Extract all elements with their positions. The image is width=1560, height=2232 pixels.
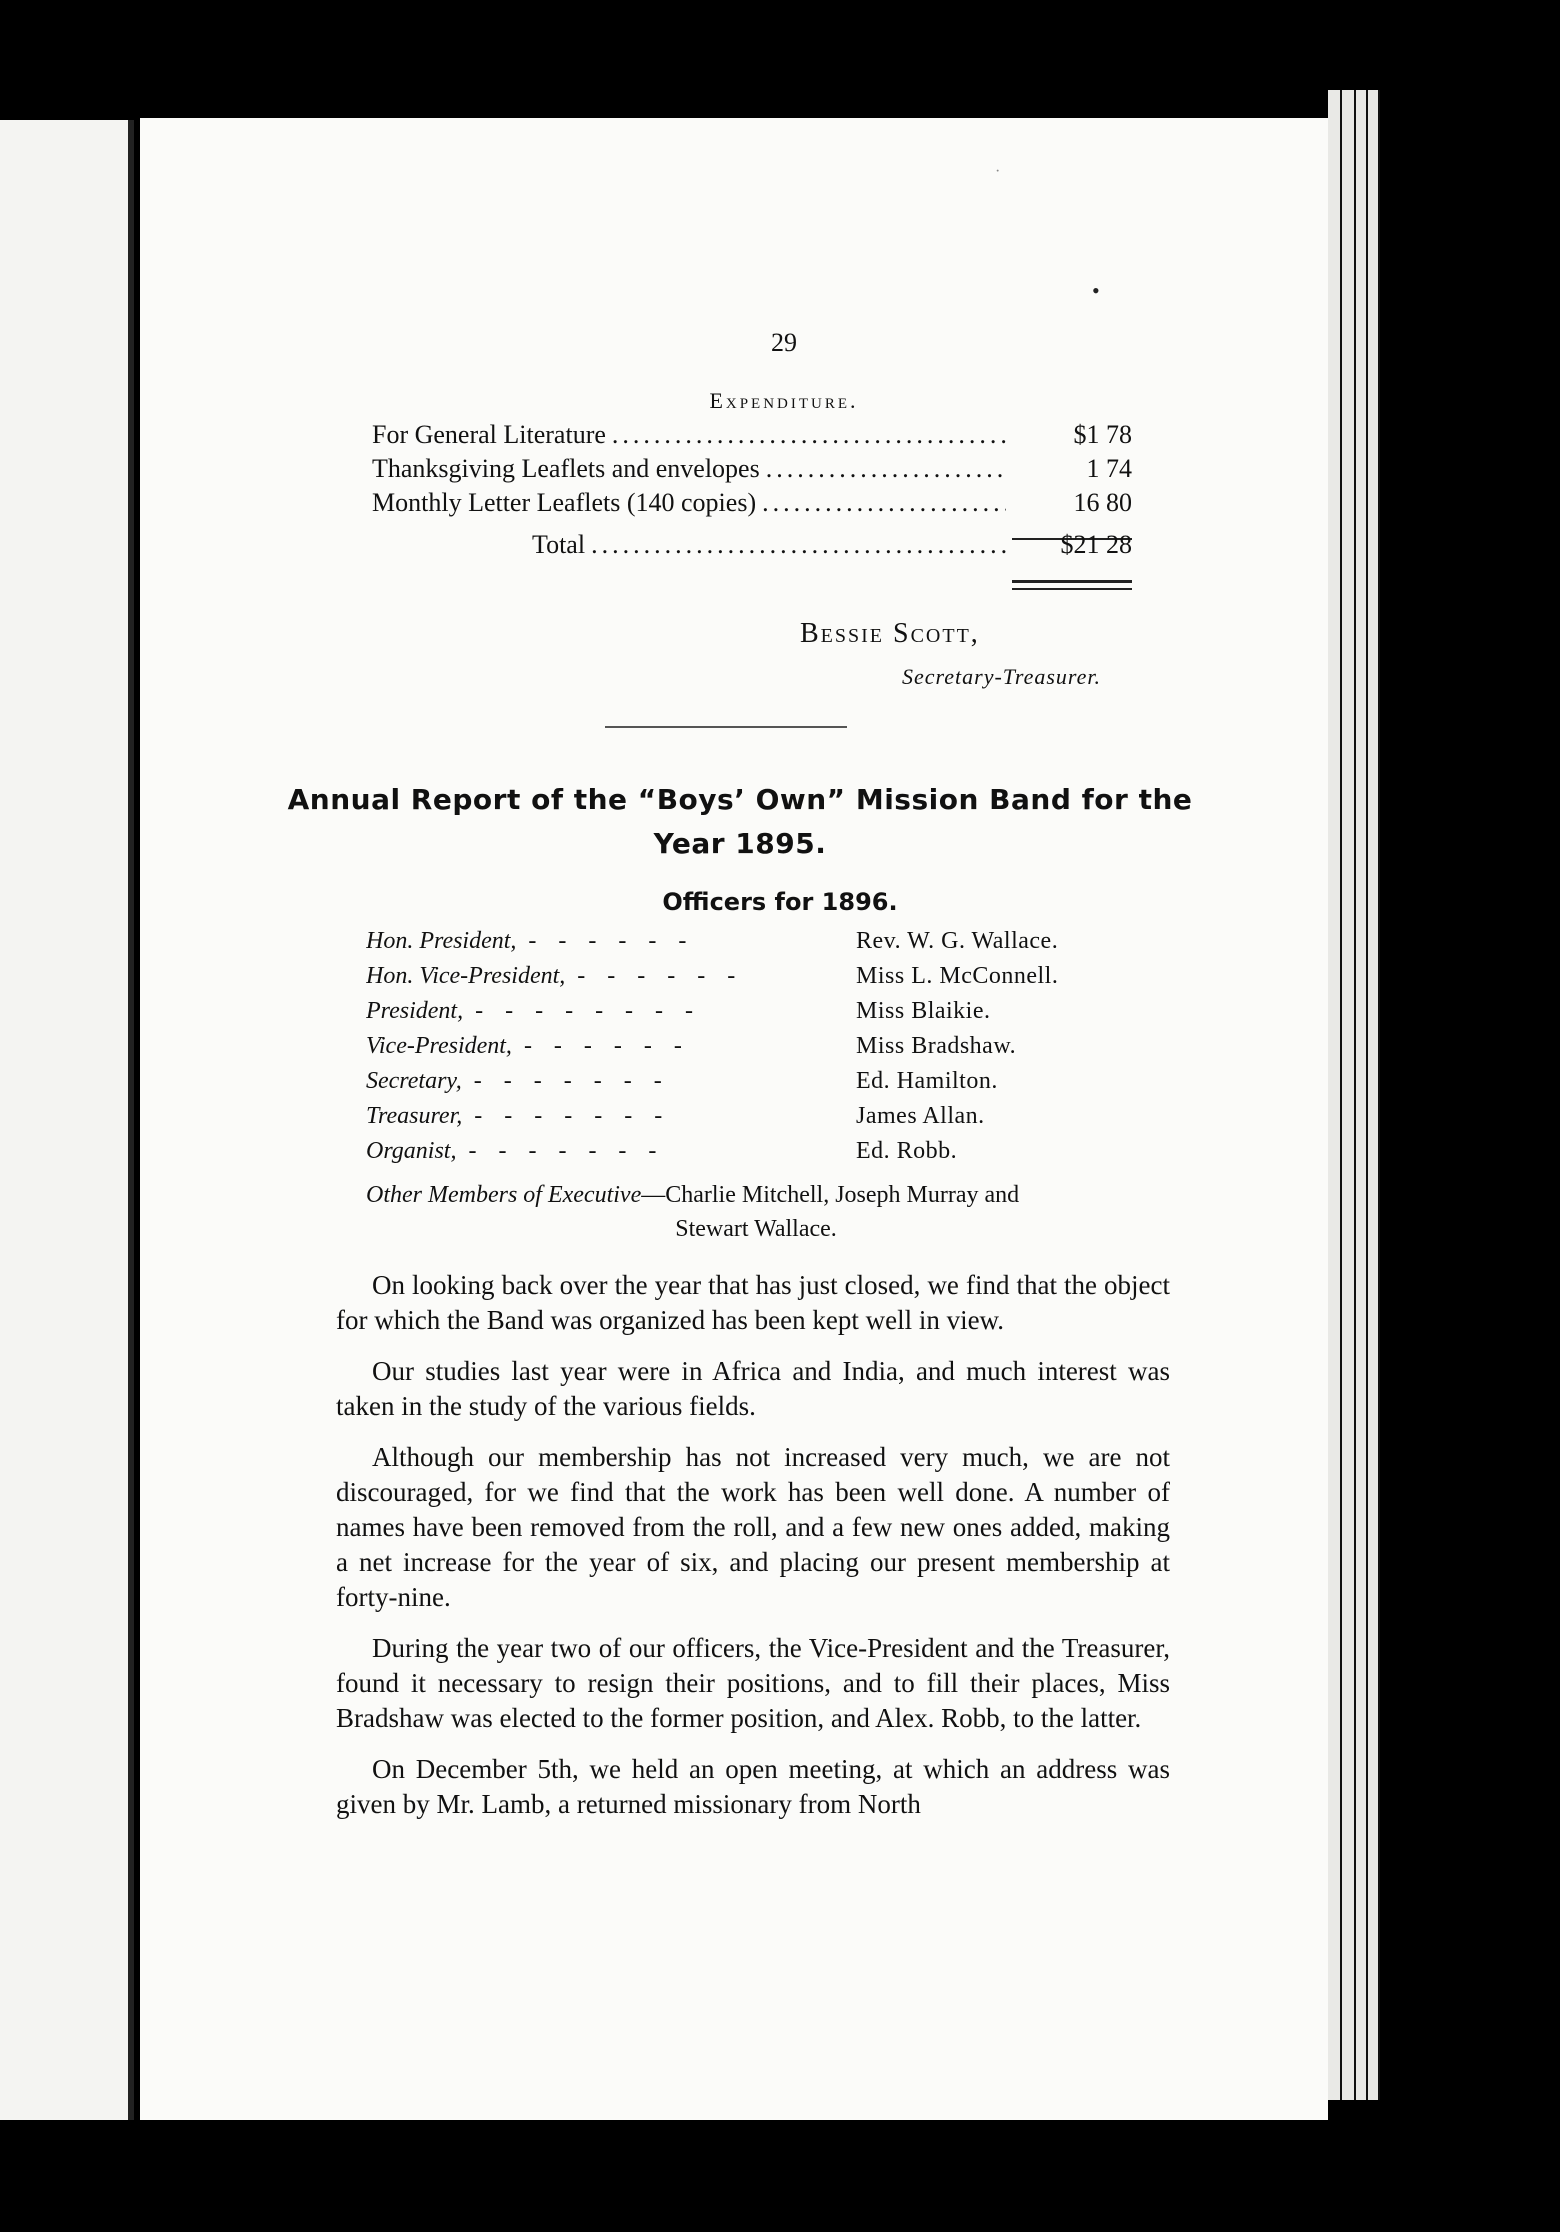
- expenditure-table: [372, 418, 1132, 520]
- signer-name: Bessie Scott,: [800, 618, 980, 649]
- section-divider: [605, 726, 847, 728]
- page-number: 29: [771, 328, 797, 357]
- expenditure-row: [372, 452, 1132, 486]
- officer-row: Vice-President, ------ Miss Bradshaw.: [366, 1033, 1017, 1059]
- expenditure-amount: 16 80: [1073, 488, 1132, 517]
- expenditure-amount: 1 74: [1086, 454, 1132, 483]
- officers-heading: Officers for 1896.: [662, 888, 898, 916]
- officer-name: Ed. Hamilton.: [856, 1068, 998, 1094]
- total-double-rule: [1012, 580, 1132, 590]
- expenditure-row: [372, 418, 1132, 452]
- report-title-line: Annual Report of the “Boys’ Own” Mission Band for the: [287, 783, 1193, 816]
- officer-name: Miss L. McConnell.: [856, 963, 1059, 989]
- other-members-names-continued: Stewart Wallace.: [675, 1216, 837, 1242]
- expenditure-label: For General Literature: [372, 420, 606, 449]
- officer-row: President, -------- Miss Blaikie.: [366, 998, 991, 1024]
- left-page-edge: [0, 120, 130, 2120]
- leader-dots: [591, 528, 1006, 562]
- paragraph: Although our membership has not increased very much, we are not discouraged, for we find that the work has been well done. A number of names have been removed from the roll, and a few new ones added, making a net increase for the year of six, and placing our present membership at forty-nine.: [336, 1442, 1170, 1612]
- other-members-label: Other Members of Executive: [366, 1182, 642, 1208]
- paragraph: On looking back over the year that has just closed, we find that the object for which the Band was organized has been kept well in view.: [336, 1270, 1170, 1335]
- page-stack-edge: [1328, 90, 1388, 2100]
- leader-dots: [766, 452, 1006, 486]
- officer-role: Hon. Vice-President,: [366, 963, 566, 989]
- officer-role: President,: [366, 998, 464, 1024]
- officer-role: Hon. President,: [366, 928, 517, 954]
- officer-role: Organist,: [366, 1138, 457, 1164]
- officer-role: Secretary,: [366, 1068, 462, 1094]
- ink-speck: ·: [995, 163, 1001, 180]
- expenditure-amount: $1 78: [1073, 420, 1132, 449]
- officer-name: Miss Blaikie.: [856, 998, 991, 1024]
- leader-dots: [762, 486, 1006, 520]
- total-amount: $21 28: [1060, 530, 1132, 559]
- other-members: [366, 1178, 1166, 1246]
- expenditure-label: Monthly Letter Leaflets (140 copies): [372, 488, 757, 517]
- page: [140, 118, 1328, 2120]
- expenditure-heading: Expenditure.: [709, 388, 859, 413]
- report-body: [336, 1268, 1170, 1838]
- paragraph: Our studies last year were in Africa and India, and much interest was taken in the study of the various fields.: [336, 1356, 1170, 1421]
- officer-name: Rev. W. G. Wallace.: [856, 928, 1059, 954]
- officers-list: [366, 928, 1146, 1173]
- paragraph: During the year two of our officers, the Vice-President and the Treasurer, found it necessary to resign their positions, and to fill their places, Miss Bradshaw was elected to the former position, and Alex. Robb, to the latter.: [336, 1633, 1170, 1733]
- report-title-line: Year 1895.: [653, 827, 827, 860]
- ink-speck: •: [1092, 278, 1100, 303]
- officer-row: Organist, ------- Ed. Robb.: [366, 1138, 958, 1164]
- officer-name: James Allan.: [856, 1103, 985, 1129]
- book-gutter: [128, 120, 134, 2120]
- officer-row: Treasurer, ------- James Allan.: [366, 1103, 985, 1129]
- total-row: [532, 528, 1132, 562]
- officer-role: Treasurer,: [366, 1103, 463, 1129]
- expenditure-row: [372, 486, 1132, 520]
- officer-row: Hon. President, ------ Rev. W. G. Wallace.: [366, 928, 1059, 954]
- officer-role: Vice-President,: [366, 1033, 512, 1059]
- leader-dots: [612, 418, 1006, 452]
- signer-title: Secretary-Treasurer.: [902, 664, 1102, 689]
- expenditure-label: Thanksgiving Leaflets and envelopes: [372, 454, 760, 483]
- report-title: [280, 778, 1200, 866]
- officer-name: Miss Bradshaw.: [856, 1033, 1017, 1059]
- other-members-names: —Charlie Mitchell, Joseph Murray and: [641, 1182, 1020, 1208]
- paragraph: On December 5th, we held an open meeting, at which an address was given by Mr. Lamb, a returned missionary from North: [336, 1754, 1170, 1819]
- officer-row: Secretary, ------- Ed. Hamilton.: [366, 1068, 998, 1094]
- total-label: Total: [532, 530, 586, 559]
- officer-row: Hon. Vice-President, ------ Miss L. McConnell.: [366, 963, 1059, 989]
- officer-name: Ed. Robb.: [856, 1138, 958, 1164]
